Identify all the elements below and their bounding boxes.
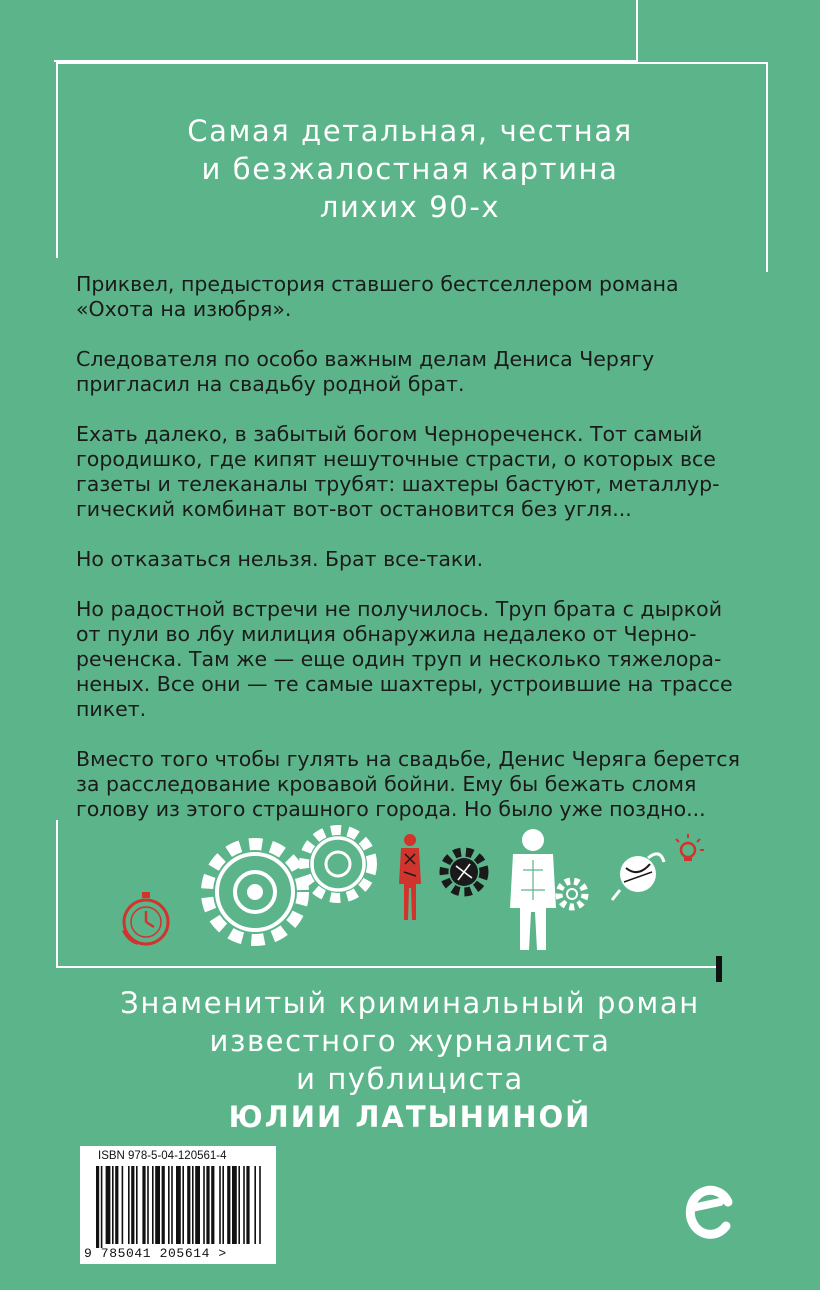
- text-line: «Охота на изюбря».: [76, 297, 292, 321]
- barcode-bar: [106, 1166, 111, 1244]
- description: [76, 272, 766, 847]
- author-block: [0, 984, 820, 1136]
- gear-icon: [304, 830, 372, 898]
- lightbulb-icon: [676, 834, 704, 861]
- barcode-bar: [176, 1166, 181, 1244]
- frame-line-icons-bottom: [56, 966, 720, 968]
- barcode-bar: [96, 1166, 99, 1248]
- barcode-bar: [171, 1166, 173, 1244]
- gear-icon: [559, 881, 585, 907]
- text-line: городишко, где кипят нешуточные страсти, о которых все: [76, 447, 716, 471]
- barcode-bar: [128, 1166, 130, 1244]
- barcode-bar: [168, 1166, 170, 1244]
- text-line: газеты и телеканалы трубят: шахтеры бастуют, металлур-: [76, 472, 720, 496]
- barcode-bar: [243, 1166, 245, 1244]
- description-paragraph: [76, 597, 766, 722]
- tagline-line: Самая детальная, честная: [187, 114, 633, 148]
- text-line: гический комбинат вот-вот остановится без угля...: [76, 497, 632, 521]
- barcode-bar: [142, 1166, 145, 1244]
- text-line: Но отказаться нельзя. Брат все-таки.: [76, 547, 484, 571]
- tagline-line: и безжалостная картина: [201, 152, 619, 186]
- text-line: реченска. Там же — еще один труп и несколько тяжелора-: [76, 647, 722, 671]
- author-line: и публициста: [296, 1062, 524, 1096]
- text-line: за расследование кровавой бойни. Ему бы бежать сломя: [76, 772, 697, 796]
- barcode-bar: [227, 1166, 230, 1244]
- barcode-bar: [254, 1166, 256, 1244]
- barcode-bar: [238, 1166, 240, 1244]
- barcode-bar: [206, 1166, 209, 1244]
- barcode-bar: [232, 1166, 237, 1244]
- barcode-bar: [147, 1166, 149, 1244]
- text-line: Следователя по особо важным делам Дениса Черягу: [76, 347, 655, 371]
- barcode-bar: [122, 1166, 124, 1244]
- text-line: пригласил на свадьбу родной брат.: [76, 372, 465, 396]
- barcode-bar: [203, 1166, 205, 1244]
- text-line: Вместо того чтобы гулять на свадьбе, Денис Черяга берется: [76, 747, 740, 771]
- barcode-bar: [259, 1166, 261, 1244]
- description-paragraph: [76, 347, 766, 397]
- gear-icon: [207, 844, 303, 940]
- barcode-bar: [131, 1166, 134, 1244]
- barcode-bar: [195, 1166, 200, 1244]
- isbn-label: ISBN 978-5-04-120561-4: [98, 1150, 227, 1162]
- isbn-digits: 9 785041 205614 >: [84, 1246, 227, 1261]
- frame-line-icons-left: [56, 820, 58, 968]
- description-paragraph: [76, 272, 766, 322]
- barcode-bar: [246, 1166, 249, 1244]
- text-line: голову из этого страшного города. Но было уже поздно...: [76, 797, 706, 821]
- description-paragraph: [76, 422, 766, 522]
- barcode-bar: [115, 1166, 118, 1244]
- text-line: Приквел, предыстория ставшего бестселлером романа: [76, 272, 679, 296]
- barcode-bar: [152, 1166, 154, 1244]
- eksmo-logo: [680, 1172, 738, 1252]
- frame-line-top-right: [636, 0, 638, 62]
- text-line: от пули во лбу милиция обнаружила недалеко от Черно-: [76, 622, 697, 646]
- barcode-bar: [101, 1166, 103, 1248]
- barcode-bar: [187, 1166, 190, 1244]
- barcode-bar: [136, 1166, 138, 1244]
- barcode-bar: [211, 1166, 214, 1244]
- gear-icon: [444, 852, 484, 892]
- text-line: неных. Все они — те самые шахтеры, устроившие на трассе: [76, 672, 733, 696]
- frame-line-mid: [56, 62, 768, 64]
- description-paragraph: [76, 747, 766, 822]
- barcode-bar: [162, 1166, 165, 1244]
- worker-figure-icon: [399, 834, 421, 920]
- barcode-bar: [219, 1166, 221, 1244]
- planet-icon: [612, 854, 664, 900]
- author-line: известного журналиста: [209, 1024, 611, 1058]
- barcode-bar: [182, 1166, 184, 1244]
- barcode: [80, 1146, 276, 1264]
- barcode-bar: [112, 1166, 114, 1244]
- barcode-bar: [222, 1166, 224, 1244]
- text-line: Но радостной встречи не получилось. Труп брата с дыркой: [76, 597, 723, 621]
- description-paragraph: [76, 547, 766, 572]
- decorative-icons: [110, 820, 730, 960]
- text-line: Ехать далеко, в забытый богом Чернореченск. Тот самый: [76, 422, 703, 446]
- author-line: Знаменитый криминальный роман: [120, 986, 700, 1020]
- man-figure-icon: [510, 829, 556, 950]
- barcode-bar: [192, 1166, 194, 1244]
- timer-icon: [124, 892, 168, 944]
- tagline-line: лихих 90-х: [319, 190, 501, 224]
- barcode-bar: [155, 1166, 160, 1244]
- tagline: [0, 112, 820, 226]
- author-name: ЮЛИИ ЛАТЫНИНОЙ: [228, 1100, 592, 1134]
- text-line: пикет.: [76, 697, 147, 721]
